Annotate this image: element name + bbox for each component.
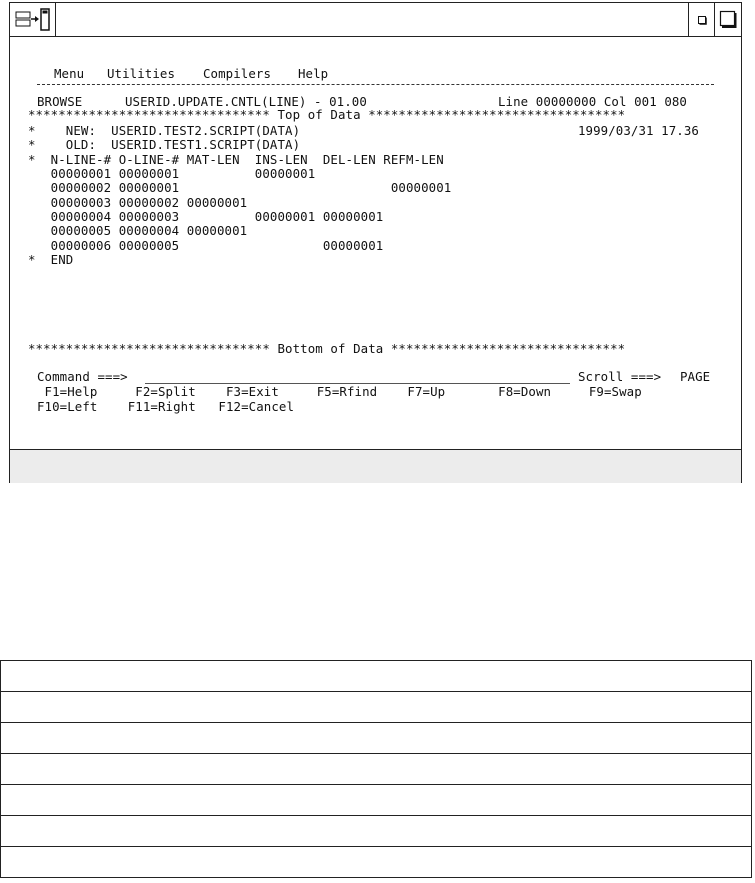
blank-form-table xyxy=(0,660,752,878)
action-bar-separator xyxy=(37,84,714,85)
report-row: 00000005 00000004 00000001 xyxy=(28,223,248,238)
command-label: Command ===> xyxy=(37,369,128,384)
table-cell xyxy=(1,723,752,754)
table-row xyxy=(1,847,752,878)
status-bar xyxy=(10,449,741,483)
maximize-button[interactable] xyxy=(715,3,741,36)
pf-keys-row-2[interactable]: F10=Left F11=Right F12=Cancel xyxy=(37,399,295,414)
window-title xyxy=(56,3,689,36)
table-row xyxy=(1,754,752,785)
table-cell xyxy=(1,816,752,847)
table-cell xyxy=(1,754,752,785)
end-marker: * END xyxy=(28,252,74,267)
session-icon xyxy=(10,3,55,36)
report-timestamp: 1999/03/31 17.36 xyxy=(578,123,699,138)
table-cell xyxy=(1,847,752,878)
terminal-window xyxy=(9,2,742,483)
dataset-name: USERID.UPDATE.CNTL(LINE) - 01.00 xyxy=(125,94,367,109)
scroll-amount-field[interactable]: PAGE xyxy=(680,369,711,384)
command-input[interactable] xyxy=(145,370,570,384)
new-dataset-line: * NEW: USERID.TEST2.SCRIPT(DATA) xyxy=(28,123,301,138)
table-row xyxy=(1,692,752,723)
menu-item-menu[interactable]: Menu xyxy=(54,66,85,81)
minimize-icon xyxy=(690,3,714,36)
top-of-data-marker: ******************************** Top of Data ********************************** xyxy=(28,107,626,122)
old-dataset-line: * OLD: USERID.TEST1.SCRIPT(DATA) xyxy=(28,137,301,152)
report-row: 00000003 00000002 00000001 xyxy=(28,195,248,210)
menu-item-utilities[interactable]: Utilities xyxy=(107,66,176,81)
line-column-indicator: Line 00000000 Col 001 080 xyxy=(498,94,687,109)
table-cell xyxy=(1,661,752,692)
maximize-icon xyxy=(715,3,741,36)
report-row: 00000006 00000005 00000001 xyxy=(28,238,384,253)
scroll-label: Scroll ===> xyxy=(578,369,662,384)
pf-keys-row-1[interactable]: F1=Help F2=Split F3=Exit F5=Rfind F7=Up F8=Down F9=Swap xyxy=(37,384,642,399)
report-row: 00000002 00000001 00000001 xyxy=(28,180,452,195)
title-bar xyxy=(10,3,741,37)
table-cell xyxy=(1,692,752,723)
system-menu-button[interactable] xyxy=(10,3,56,36)
table-row xyxy=(1,661,752,692)
table-row xyxy=(1,785,752,816)
bottom-of-data-marker: ******************************** Bottom of Data ******************************* xyxy=(28,341,626,356)
column-header-line: * N-LINE-# O-LINE-# MAT-LEN INS-LEN DEL-LEN REFM-LEN xyxy=(28,152,444,167)
report-row: 00000004 00000003 00000001 00000001 xyxy=(28,209,384,224)
menu-item-compilers[interactable]: Compilers xyxy=(203,66,272,81)
panel-mode: BROWSE xyxy=(37,94,83,109)
table-row xyxy=(1,723,752,754)
ispf-screen xyxy=(10,37,741,447)
menu-item-help[interactable]: Help xyxy=(298,66,329,81)
minimize-button[interactable] xyxy=(690,3,715,36)
report-row: 00000001 00000001 00000001 xyxy=(28,166,316,181)
table-row xyxy=(1,816,752,847)
table-cell xyxy=(1,785,752,816)
